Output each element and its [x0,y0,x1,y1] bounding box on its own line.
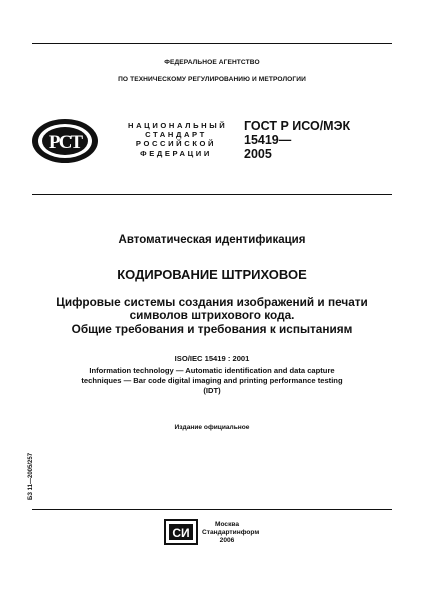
svg-text:СИ: СИ [172,526,190,540]
standard-word: РОССИЙСКОЙ [135,139,217,149]
standard-type [128,121,228,158]
main-title: КОДИРОВАНИЕ ШТРИХОВОЕ [117,267,307,282]
subtitle [0,296,424,336]
subtitle-line: Общие требования и требования к испытаниям [71,321,353,336]
bottom-rule [32,509,392,510]
designation-line: 15419— [244,133,292,147]
edition-label: Издание официальное [174,424,250,431]
international-line: (IDT) [203,386,221,395]
publisher-info [202,521,260,545]
standard-word: СТАНДАРТ [145,130,207,140]
middle-rule [32,194,392,195]
designation-line: ГОСТ Р ИСО/МЭК [244,119,351,133]
standard-designation [244,119,350,161]
top-rule [32,43,392,44]
publisher-name: Стандартинформ [202,529,260,536]
agency-line-1: ФЕДЕРАЛЬНОЕ АГЕНТСТВО [164,59,260,66]
international-title [0,366,424,396]
publisher-logo-icon [164,519,198,545]
subtitle-line: Цифровые системы создания изображений и печати [56,295,368,309]
iso-code: ISO/IEC 15419 : 2001 [174,354,250,363]
international-line: Information technology — Automatic identification and data capture [89,366,335,375]
designation-line: 2005 [244,147,272,161]
standard-word: ФЕДЕРАЦИИ [140,148,212,158]
agency-line-2: ПО ТЕХНИЧЕСКОМУ РЕГУЛИРОВАНИЮ И МЕТРОЛОГИИ [118,76,306,83]
international-line: techniques — Bar code digital imaging and printing performance testing [81,376,343,385]
standard-word: НАЦИОНАЛЬНЫЙ [128,121,228,130]
publisher-year: 2006 [219,537,235,544]
subject-title: Автоматическая идентификация [118,234,306,246]
publisher-city: Москва [214,521,240,528]
subtitle-line: символов штрихового кода. [129,308,295,323]
gost-logo-icon [30,117,100,165]
svg-text:РСТ: РСТ [48,132,82,153]
side-code: БЗ 11—2005/257 [28,452,34,500]
